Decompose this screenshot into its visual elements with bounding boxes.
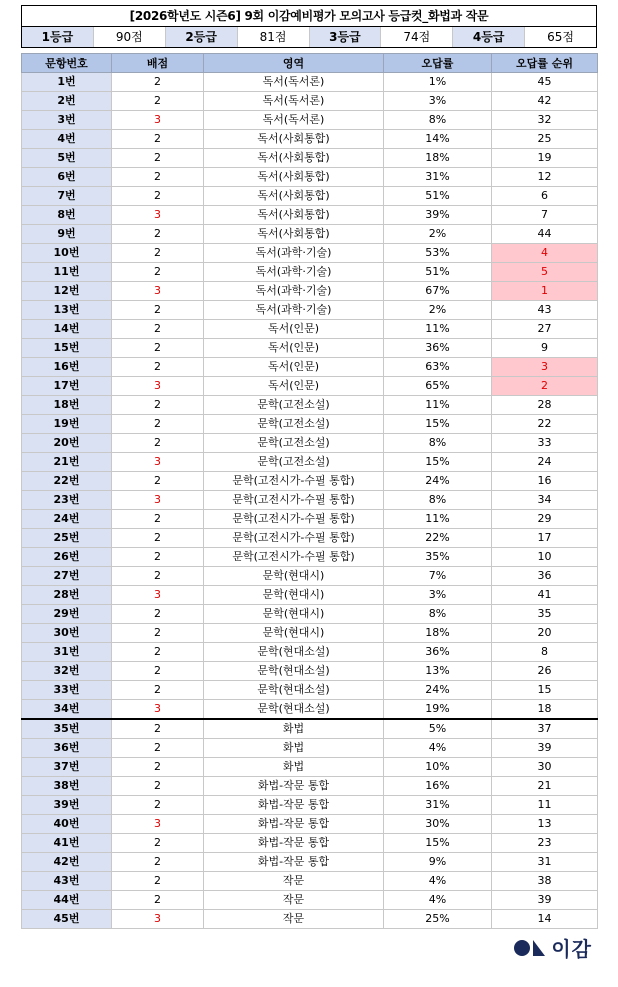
question-number-cell: 15번 [22,339,112,358]
error-rate-cell: 31% [384,796,492,815]
table-row [22,796,598,815]
question-number-cell: 17번 [22,377,112,396]
question-number-cell: 35번 [22,719,112,739]
question-number-cell: 41번 [22,834,112,853]
points-cell: 2 [112,73,204,92]
table-row [22,453,598,472]
table-row [22,301,598,320]
question-number-cell: 13번 [22,301,112,320]
error-rank-cell: 4 [492,244,598,263]
table-row [22,244,598,263]
area-cell: 화법 [204,758,384,777]
table-row [22,415,598,434]
error-rate-cell: 67% [384,282,492,301]
column-header-rank: 오답률 순위 [492,54,598,73]
question-number-cell: 2번 [22,92,112,111]
column-header-number: 문항번호 [22,54,112,73]
points-cell: 2 [112,434,204,453]
area-cell: 문학(현대소설) [204,662,384,681]
error-rank-cell: 36 [492,567,598,586]
error-rate-cell: 63% [384,358,492,377]
error-rank-cell: 15 [492,681,598,700]
error-rate-cell: 9% [384,853,492,872]
area-cell: 문학(고전시가-수필 통합) [204,491,384,510]
question-number-cell: 44번 [22,891,112,910]
area-cell: 문학(고전소설) [204,415,384,434]
area-cell: 독서(사회통합) [204,168,384,187]
table-row [22,396,598,415]
points-cell: 2 [112,339,204,358]
question-number-cell: 43번 [22,872,112,891]
grade-score: 81점 [238,27,310,47]
area-cell: 화법-작문 통합 [204,853,384,872]
error-rank-cell: 39 [492,891,598,910]
table-row [22,529,598,548]
error-rank-cell: 6 [492,187,598,206]
error-rate-cell: 13% [384,662,492,681]
question-number-cell: 45번 [22,910,112,929]
area-cell: 문학(현대시) [204,605,384,624]
error-rate-cell: 35% [384,548,492,567]
question-number-cell: 14번 [22,320,112,339]
points-cell: 2 [112,263,204,282]
question-number-cell: 37번 [22,758,112,777]
table-row [22,358,598,377]
error-rate-cell: 1% [384,73,492,92]
error-rank-cell: 25 [492,130,598,149]
error-rate-cell: 5% [384,719,492,739]
question-number-cell: 10번 [22,244,112,263]
table-row [22,111,598,130]
table-row [22,815,598,834]
table-row [22,662,598,681]
error-rate-cell: 8% [384,491,492,510]
error-rate-cell: 11% [384,510,492,529]
question-number-cell: 7번 [22,187,112,206]
igam-logo-icon [513,938,547,958]
points-cell: 2 [112,168,204,187]
error-rate-table [21,53,598,929]
error-rate-cell: 36% [384,643,492,662]
error-rank-cell: 20 [492,624,598,643]
question-number-cell: 42번 [22,853,112,872]
error-rank-cell: 1 [492,282,598,301]
question-number-cell: 36번 [22,739,112,758]
table-row [22,624,598,643]
points-cell: 3 [112,282,204,301]
table-row [22,910,598,929]
error-rate-cell: 39% [384,206,492,225]
area-cell: 문학(고전시가-수필 통합) [204,548,384,567]
error-rank-cell: 16 [492,472,598,491]
question-number-cell: 38번 [22,777,112,796]
error-rate-cell: 18% [384,149,492,168]
error-rank-cell: 44 [492,225,598,244]
error-rate-cell: 2% [384,301,492,320]
error-rank-cell: 27 [492,320,598,339]
grade-score: 90점 [94,27,166,47]
points-cell: 2 [112,758,204,777]
error-rate-cell: 25% [384,910,492,929]
question-number-cell: 19번 [22,415,112,434]
points-cell: 3 [112,815,204,834]
page-title: [2026학년도 시즌6] 9회 이감예비평가 모의고사 등급컷_화법과 작문 [22,6,596,27]
grade-cut-row [22,27,596,47]
error-rank-cell: 13 [492,815,598,834]
area-cell: 문학(현대시) [204,624,384,643]
table-row [22,891,598,910]
table-row [22,777,598,796]
table-header-row [22,54,598,73]
error-rate-cell: 7% [384,567,492,586]
question-number-cell: 33번 [22,681,112,700]
table-row [22,700,598,720]
table-row [22,681,598,700]
points-cell: 2 [112,891,204,910]
error-rank-cell: 39 [492,739,598,758]
area-cell: 문학(고전소설) [204,453,384,472]
points-cell: 2 [112,472,204,491]
area-cell: 독서(인문) [204,320,384,339]
error-rank-cell: 30 [492,758,598,777]
table-row [22,73,598,92]
error-rank-cell: 3 [492,358,598,377]
error-rank-cell: 42 [492,92,598,111]
area-cell: 독서(인문) [204,377,384,396]
error-rate-cell: 22% [384,529,492,548]
table-row [22,872,598,891]
logo-text: 이감 [551,937,592,961]
error-rank-cell: 7 [492,206,598,225]
error-rank-cell: 33 [492,434,598,453]
points-cell: 2 [112,643,204,662]
table-row [22,567,598,586]
area-cell: 문학(현대시) [204,586,384,605]
area-cell: 작문 [204,891,384,910]
error-rank-cell: 11 [492,796,598,815]
points-cell: 3 [112,700,204,720]
points-cell: 2 [112,225,204,244]
table-row [22,263,598,282]
question-number-cell: 29번 [22,605,112,624]
error-rate-cell: 15% [384,834,492,853]
error-rank-cell: 45 [492,73,598,92]
points-cell: 2 [112,834,204,853]
error-rate-cell: 51% [384,187,492,206]
error-rate-cell: 24% [384,681,492,700]
error-rate-cell: 15% [384,453,492,472]
error-rate-cell: 31% [384,168,492,187]
question-number-cell: 23번 [22,491,112,510]
question-number-cell: 12번 [22,282,112,301]
table-row [22,643,598,662]
error-rate-cell: 3% [384,586,492,605]
error-rate-cell: 11% [384,320,492,339]
points-cell: 2 [112,244,204,263]
area-cell: 독서(독서론) [204,73,384,92]
points-cell: 3 [112,910,204,929]
error-rate-cell: 30% [384,815,492,834]
grade-label: 2등급 [166,27,238,47]
points-cell: 2 [112,92,204,111]
grade-label: 3등급 [310,27,382,47]
error-rank-cell: 23 [492,834,598,853]
error-rank-cell: 29 [492,510,598,529]
question-number-cell: 5번 [22,149,112,168]
error-rate-cell: 4% [384,739,492,758]
table-body [22,73,598,929]
points-cell: 2 [112,149,204,168]
area-cell: 문학(현대소설) [204,681,384,700]
question-number-cell: 20번 [22,434,112,453]
area-cell: 독서(독서론) [204,92,384,111]
table-row [22,719,598,739]
column-header-points: 배점 [112,54,204,73]
error-rank-cell: 43 [492,301,598,320]
area-cell: 화법-작문 통합 [204,777,384,796]
area-cell: 독서(사회통합) [204,225,384,244]
table-row [22,282,598,301]
area-cell: 독서(사회통합) [204,130,384,149]
points-cell: 3 [112,586,204,605]
table-row [22,434,598,453]
points-cell: 2 [112,605,204,624]
points-cell: 3 [112,453,204,472]
error-rate-cell: 51% [384,263,492,282]
column-header-area: 영역 [204,54,384,73]
error-rank-cell: 31 [492,853,598,872]
points-cell: 2 [112,624,204,643]
error-rate-cell: 24% [384,472,492,491]
error-rate-cell: 10% [384,758,492,777]
points-cell: 2 [112,739,204,758]
area-cell: 독서(과학·기술) [204,263,384,282]
points-cell: 2 [112,396,204,415]
points-cell: 2 [112,681,204,700]
area-cell: 문학(현대시) [204,567,384,586]
question-number-cell: 1번 [22,73,112,92]
area-cell: 화법 [204,719,384,739]
area-cell: 독서(사회통합) [204,149,384,168]
area-cell: 문학(고전시가-수필 통합) [204,472,384,491]
area-cell: 문학(고전시가-수필 통합) [204,529,384,548]
error-rank-cell: 32 [492,111,598,130]
error-rank-cell: 34 [492,491,598,510]
area-cell: 독서(과학·기술) [204,282,384,301]
points-cell: 2 [112,567,204,586]
error-rate-cell: 3% [384,92,492,111]
points-cell: 2 [112,130,204,149]
points-cell: 3 [112,111,204,130]
question-number-cell: 9번 [22,225,112,244]
area-cell: 화법-작문 통합 [204,796,384,815]
error-rank-cell: 12 [492,168,598,187]
error-rate-cell: 11% [384,396,492,415]
question-number-cell: 30번 [22,624,112,643]
points-cell: 2 [112,662,204,681]
error-rank-cell: 19 [492,149,598,168]
error-rate-cell: 65% [384,377,492,396]
question-number-cell: 34번 [22,700,112,720]
error-rate-cell: 36% [384,339,492,358]
area-cell: 독서(인문) [204,358,384,377]
points-cell: 2 [112,510,204,529]
question-number-cell: 3번 [22,111,112,130]
table-row [22,225,598,244]
question-number-cell: 40번 [22,815,112,834]
question-number-cell: 24번 [22,510,112,529]
table-row [22,548,598,567]
error-rank-cell: 14 [492,910,598,929]
question-number-cell: 21번 [22,453,112,472]
table-row [22,206,598,225]
area-cell: 독서(사회통합) [204,187,384,206]
error-rate-cell: 8% [384,605,492,624]
error-rank-cell: 41 [492,586,598,605]
area-cell: 독서(과학·기술) [204,301,384,320]
points-cell: 2 [112,872,204,891]
grade-label: 4등급 [453,27,525,47]
error-rank-cell: 22 [492,415,598,434]
area-cell: 문학(현대소설) [204,643,384,662]
question-number-cell: 27번 [22,567,112,586]
error-rank-cell: 10 [492,548,598,567]
points-cell: 2 [112,719,204,739]
error-rank-cell: 24 [492,453,598,472]
error-rank-cell: 37 [492,719,598,739]
question-number-cell: 22번 [22,472,112,491]
points-cell: 2 [112,529,204,548]
area-cell: 화법 [204,739,384,758]
error-rate-cell: 19% [384,700,492,720]
table-row [22,853,598,872]
table-row [22,92,598,111]
question-number-cell: 8번 [22,206,112,225]
points-cell: 2 [112,187,204,206]
brand-logo [513,933,592,962]
points-cell: 2 [112,415,204,434]
question-number-cell: 16번 [22,358,112,377]
grade-cut-header [21,5,597,48]
error-rank-cell: 18 [492,700,598,720]
area-cell: 문학(현대소설) [204,700,384,720]
error-rank-cell: 9 [492,339,598,358]
error-rank-cell: 35 [492,605,598,624]
question-number-cell: 11번 [22,263,112,282]
points-cell: 2 [112,548,204,567]
area-cell: 문학(고전소설) [204,396,384,415]
area-cell: 작문 [204,910,384,929]
question-number-cell: 39번 [22,796,112,815]
table-row [22,377,598,396]
column-header-rate: 오답률 [384,54,492,73]
table-row [22,834,598,853]
table-row [22,739,598,758]
points-cell: 2 [112,301,204,320]
grade-label: 1등급 [22,27,94,47]
table-row [22,320,598,339]
error-rate-cell: 16% [384,777,492,796]
points-cell: 3 [112,491,204,510]
points-cell: 2 [112,777,204,796]
points-cell: 2 [112,358,204,377]
points-cell: 3 [112,377,204,396]
error-rate-cell: 2% [384,225,492,244]
table-row [22,339,598,358]
points-cell: 2 [112,796,204,815]
question-number-cell: 4번 [22,130,112,149]
area-cell: 화법-작문 통합 [204,834,384,853]
error-rank-cell: 2 [492,377,598,396]
question-number-cell: 32번 [22,662,112,681]
question-number-cell: 28번 [22,586,112,605]
question-number-cell: 25번 [22,529,112,548]
error-rank-cell: 28 [492,396,598,415]
table-row [22,472,598,491]
error-rate-cell: 4% [384,891,492,910]
table-row [22,605,598,624]
error-rank-cell: 5 [492,263,598,282]
area-cell: 독서(인문) [204,339,384,358]
table-row [22,491,598,510]
error-rate-cell: 53% [384,244,492,263]
question-number-cell: 6번 [22,168,112,187]
area-cell: 독서(과학·기술) [204,244,384,263]
table-row [22,510,598,529]
table-row [22,168,598,187]
error-rate-cell: 4% [384,872,492,891]
table-row [22,586,598,605]
error-rate-cell: 14% [384,130,492,149]
question-number-cell: 18번 [22,396,112,415]
points-cell: 2 [112,320,204,339]
grade-score: 65점 [547,30,574,44]
area-cell: 문학(고전소설) [204,434,384,453]
error-rank-cell: 26 [492,662,598,681]
area-cell: 문학(고전시가-수필 통합) [204,510,384,529]
area-cell: 독서(사회통합) [204,206,384,225]
area-cell: 독서(독서론) [204,111,384,130]
table-row [22,130,598,149]
area-cell: 화법-작문 통합 [204,815,384,834]
error-rate-cell: 8% [384,111,492,130]
question-number-cell: 26번 [22,548,112,567]
error-rate-cell: 8% [384,434,492,453]
error-rank-cell: 21 [492,777,598,796]
points-cell: 3 [112,206,204,225]
grade-score: 74점 [381,27,453,47]
table-row [22,758,598,777]
table-row [22,149,598,168]
error-rank-cell: 17 [492,529,598,548]
error-rate-cell: 15% [384,415,492,434]
error-rate-cell: 18% [384,624,492,643]
table-row [22,187,598,206]
points-cell: 2 [112,853,204,872]
question-number-cell: 31번 [22,643,112,662]
area-cell: 작문 [204,872,384,891]
error-rank-cell: 8 [492,643,598,662]
error-rank-cell: 38 [492,872,598,891]
